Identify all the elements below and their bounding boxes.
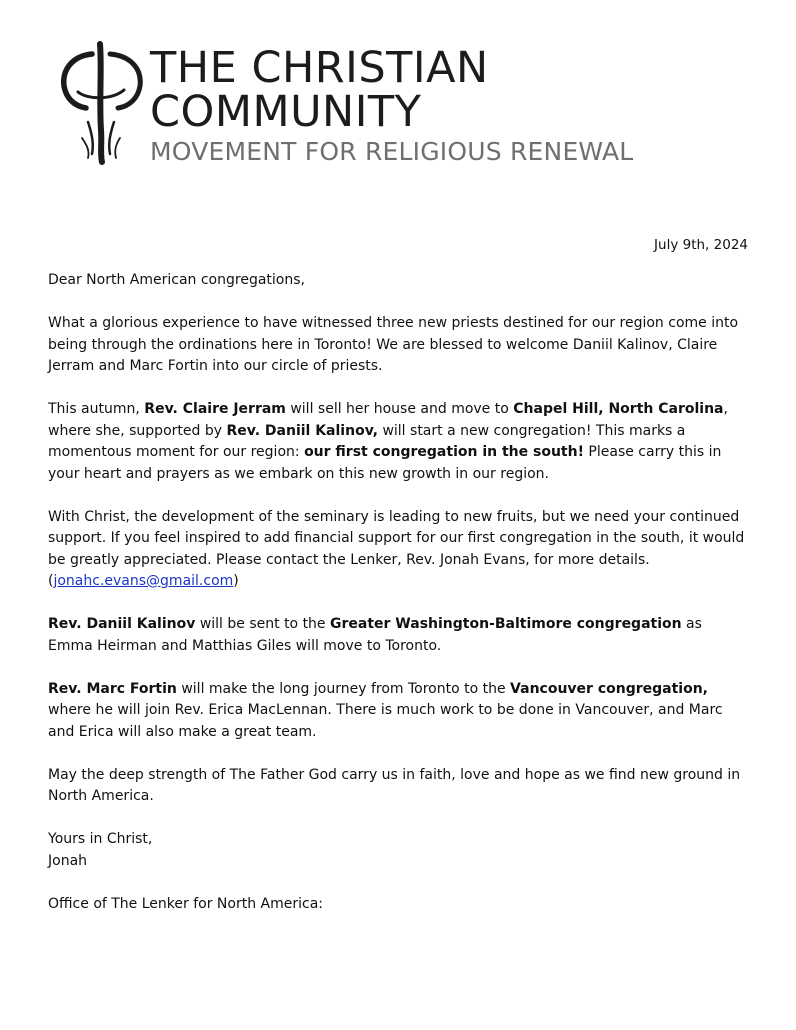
paragraph-ordinations: What a glorious experience to have witnessed three new priests destined for our region come into being through the ordinations here in Toronto! We are blessed to welcome Daniil Kalinov, Claire Jerram and Marc Fortin into our circle of priests.	[48, 315, 739, 374]
text-run: Please carry this in your heart and prayers as we embark on this new growth in our region.	[48, 444, 722, 482]
brand-title-line1: THE CHRISTIAN	[150, 43, 489, 93]
bold-run: Greater Washington-Baltimore congregation	[330, 616, 682, 632]
paragraph-blessing: May the deep strength of The Father God carry us in faith, love and hope as we find new ground in North America.	[48, 766, 741, 804]
bold-run: Rev. Claire Jerram	[144, 401, 286, 417]
office-line: Office of The Lenker for North America:	[48, 895, 323, 912]
brand-title-line2: COMMUNITY	[150, 87, 422, 137]
chalice-brushstroke-icon	[58, 40, 148, 165]
text-run: will start a new congregation! This marks a momentous moment for our region:	[48, 422, 686, 460]
bold-run: our first congregation in the south!	[304, 444, 584, 460]
brand-block	[150, 43, 634, 167]
text-run: With Christ, the development of the seminary is leading to new fruits, but we need your continued support. If you feel inspired to add financial support for our first congregation in the south, it would be greatly appreciated. Please contact the Lenker, Rev. Jonah Evans, for more details. (	[48, 508, 745, 589]
text-run: where he will join Rev. Erica MacLennan. There is much work to be done in Vancouver, and Marc and Erica will also make a great team.	[48, 702, 723, 740]
signature-block	[48, 829, 750, 872]
closing: Yours in Christ,	[48, 831, 153, 847]
signature-name: Jonah	[48, 852, 88, 869]
text-run: will sell her house and move to	[285, 401, 514, 417]
bold-run: Rev. Marc Fortin	[48, 680, 177, 697]
text-run: will make the long journey from Toronto to the	[176, 680, 511, 697]
letter-date: July 9th, 2024	[654, 237, 748, 253]
letter-body	[48, 270, 750, 915]
text-run: as Emma Heirman and Matthias Giles will move to Toronto.	[48, 616, 702, 654]
paragraph-seminary-support	[48, 507, 750, 593]
bold-run: Rev. Daniil Kalinov,	[226, 422, 378, 439]
salutation: Dear North American congregations,	[48, 272, 305, 288]
paragraph-washington-baltimore	[48, 614, 750, 657]
bold-run: Vancouver congregation,	[510, 680, 708, 697]
text-run: , where she, supported by	[48, 401, 728, 439]
email-link[interactable]: jonahc.evans@gmail.com	[53, 573, 234, 589]
bold-run: Chapel Hill, North Carolina	[513, 401, 724, 417]
text-run: This autumn,	[48, 401, 145, 417]
paragraph-chapel-hill	[48, 399, 750, 485]
text-run: )	[233, 573, 239, 589]
paragraph-vancouver	[48, 679, 750, 744]
bold-run: Rev. Daniil Kalinov	[48, 616, 196, 632]
brand-tagline: MOVEMENT FOR RELIGIOUS RENEWAL	[150, 137, 634, 166]
text-run: will be sent to the	[195, 616, 330, 632]
